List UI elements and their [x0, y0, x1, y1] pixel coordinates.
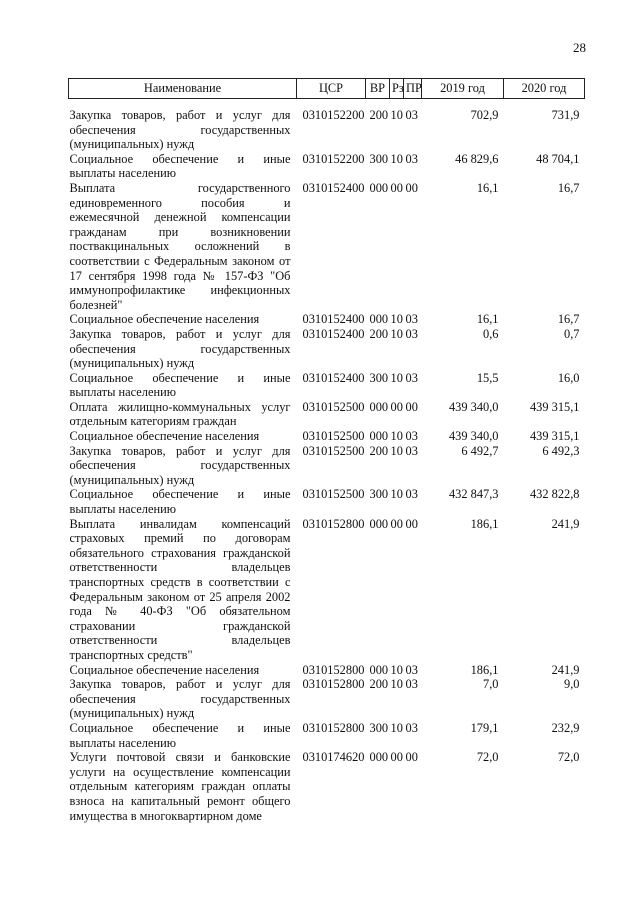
row-name-cell: Закупка товаров, работ и услуг для обеспечения государственных (муниципальных) нужд — [69, 326, 291, 371]
row-name-cell: Выплата инвалидам компенсаций страховых премий по договорам обязательного страхования гражданской ответственности владельцев транспортных средств в соответствии с Федеральным законом от 25 апреля 2002 года № 40-ФЗ "Об обязательном страховании гражданской ответственности владельцев транспортных средств" — [69, 516, 291, 662]
row-name-cell: Социальное обеспечение населения — [69, 429, 260, 444]
row-2019-cell: 702,9 — [470, 108, 499, 122]
row-2019-cell: 46 829,6 — [455, 151, 499, 166]
row-2020-cell: 16,7 — [557, 180, 580, 195]
row-rz-cell: 10 — [390, 677, 403, 692]
table-body — [69, 99, 585, 824]
row-pr-cell: 03 — [405, 662, 418, 677]
row-pr-cell: 03 — [405, 108, 418, 122]
row-pr-cell: 03 — [405, 326, 418, 341]
row-csr-cell: 0310152400 — [302, 312, 365, 327]
row-pr-cell: 00 — [405, 399, 418, 414]
row-rz-cell: 10 — [390, 312, 403, 327]
row-rz-cell: 10 — [390, 443, 403, 458]
row-name-cell: Услуги почтовой связи и банковские услуги на осуществление компенсации отдельным категориям граждан оплаты взноса на капитальный ремонт общего имущества в многоквартирном доме — [69, 750, 291, 823]
row-rz-cell: 10 — [390, 370, 403, 385]
row-2020-cell: 0,7 — [564, 326, 580, 341]
row-vr-cell: 300 — [369, 720, 389, 735]
row-csr-cell: 0310152400 — [302, 180, 365, 195]
row-pr-cell: 03 — [405, 151, 418, 166]
row-vr-cell: 000 — [369, 312, 389, 327]
table-row — [69, 312, 585, 327]
table-row — [69, 371, 585, 400]
header-name: Наименование — [69, 79, 297, 99]
budget-table — [68, 78, 585, 823]
row-vr-cell: 200 — [369, 443, 389, 458]
row-2019-cell: 186,1 — [470, 516, 499, 531]
row-vr-cell: 000 — [369, 180, 389, 195]
table-row — [69, 721, 585, 750]
row-rz-cell: 00 — [390, 750, 403, 765]
row-csr-cell: 0310152200 — [302, 151, 365, 166]
row-vr-cell: 200 — [369, 677, 389, 692]
row-2020-cell: 9,0 — [564, 677, 580, 692]
row-2020-cell: 241,9 — [551, 516, 580, 531]
row-rz-cell: 10 — [390, 487, 403, 502]
row-2019-cell: 432 847,3 — [448, 487, 499, 502]
header-rz: Рз — [390, 79, 404, 99]
row-name-cell: Социальное обеспечение и иные выплаты населению — [69, 151, 291, 181]
table-row — [69, 400, 585, 429]
row-vr-cell: 200 — [369, 326, 389, 341]
row-csr-cell: 0310152500 — [302, 443, 365, 458]
row-rz-cell: 00 — [390, 180, 403, 195]
table-row — [69, 99, 585, 152]
row-rz-cell: 10 — [390, 720, 403, 735]
row-rz-cell: 10 — [390, 151, 403, 166]
row-vr-cell: 300 — [369, 370, 389, 385]
row-2020-cell: 16,0 — [557, 370, 580, 385]
row-2020-cell: 48 704,1 — [536, 151, 580, 166]
row-2019-cell: 179,1 — [470, 720, 499, 735]
row-pr-cell: 03 — [405, 370, 418, 385]
row-csr-cell: 0310152500 — [302, 399, 365, 414]
row-csr-cell: 0310152500 — [302, 429, 365, 444]
row-csr-cell: 0310152800 — [302, 720, 365, 735]
table-row — [69, 444, 585, 488]
row-pr-cell: 03 — [405, 312, 418, 327]
row-vr-cell: 000 — [369, 399, 389, 414]
row-2019-cell: 16,1 — [476, 312, 499, 327]
row-2020-cell: 432 822,8 — [529, 487, 580, 502]
row-vr-cell: 000 — [369, 750, 389, 765]
table-row — [69, 677, 585, 721]
table-row — [69, 663, 585, 678]
header-2019: 2019 год — [422, 79, 504, 99]
table-row — [69, 429, 585, 444]
row-name-cell: Закупка товаров, работ и услуг для обеспечения государственных (муниципальных) нужд — [69, 443, 291, 487]
row-vr-cell: 200 — [369, 108, 389, 122]
header-2020: 2020 год — [504, 79, 585, 99]
row-rz-cell: 10 — [390, 429, 403, 444]
row-csr-cell: 0310152400 — [302, 326, 365, 341]
row-rz-cell: 10 — [390, 108, 403, 122]
row-name-cell: Закупка товаров, работ и услуг для обеспечения государственных (муниципальных) нужд — [69, 108, 291, 152]
row-rz-cell: 10 — [390, 326, 403, 341]
row-name-cell: Закупка товаров, работ и услуг для обеспечения государственных (муниципальных) нужд — [69, 677, 291, 721]
table-row — [69, 181, 585, 312]
row-2020-cell: 439 315,1 — [529, 399, 580, 414]
row-csr-cell: 0310152400 — [302, 370, 365, 385]
table-row — [69, 517, 585, 663]
row-2020-cell: 731,9 — [551, 108, 580, 122]
row-csr-cell: 0310152500 — [302, 487, 365, 502]
row-2019-cell: 186,1 — [470, 662, 499, 677]
row-vr-cell: 000 — [369, 516, 389, 531]
row-name-cell: Выплата государственного единовременного пособия и ежемесячной денежной компенсации гражданам при возникновении поствакцинальных осложнений в соответствии с Федеральным законом от 17 сентября 1998 года № 157-ФЗ "Об иммунопрофилактике инфекционных болезней" — [69, 180, 291, 312]
table-row — [69, 750, 585, 823]
row-pr-cell: 03 — [405, 720, 418, 735]
row-2019-cell: 0,6 — [483, 326, 499, 341]
row-pr-cell: 03 — [405, 677, 418, 692]
row-name-cell: Социальное обеспечение и иные выплаты населению — [69, 370, 291, 400]
row-2020-cell: 241,9 — [551, 662, 580, 677]
header-pr: ПР — [404, 79, 422, 99]
row-2020-cell: 439 315,1 — [529, 429, 580, 444]
row-2019-cell: 6 492,7 — [461, 443, 499, 458]
table-row — [69, 327, 585, 371]
row-2020-cell: 16,7 — [557, 312, 580, 327]
row-2019-cell: 439 340,0 — [448, 429, 499, 444]
page-number: 28 — [573, 40, 586, 55]
row-csr-cell: 0310152200 — [302, 108, 365, 122]
row-name-cell: Социальное обеспечение населения — [69, 312, 260, 327]
row-csr-cell: 0310152800 — [302, 662, 365, 677]
row-2020-cell: 6 492,3 — [542, 443, 580, 458]
row-pr-cell: 03 — [405, 487, 418, 502]
row-2020-cell: 72,0 — [557, 750, 580, 765]
row-pr-cell: 00 — [405, 516, 418, 531]
row-pr-cell: 03 — [405, 443, 418, 458]
row-csr-cell: 0310174620 — [302, 750, 365, 765]
header-csr: ЦСР — [297, 79, 366, 99]
row-name-cell: Оплата жилищно-коммунальных услуг отдельным категориям граждан — [69, 399, 291, 429]
row-vr-cell: 000 — [369, 662, 389, 677]
row-rz-cell: 00 — [390, 516, 403, 531]
row-2019-cell: 15,5 — [476, 370, 499, 385]
table-header — [69, 79, 585, 99]
row-2019-cell: 72,0 — [476, 750, 499, 765]
row-vr-cell: 300 — [369, 151, 389, 166]
table-row — [69, 487, 585, 516]
row-pr-cell: 00 — [405, 180, 418, 195]
row-csr-cell: 0310152800 — [302, 516, 365, 531]
row-pr-cell: 00 — [405, 750, 418, 765]
row-2019-cell: 16,1 — [476, 180, 499, 195]
row-name-cell: Социальное обеспечение и иные выплаты населению — [69, 487, 291, 517]
row-csr-cell: 0310152800 — [302, 677, 365, 692]
table-row — [69, 152, 585, 181]
row-rz-cell: 00 — [390, 399, 403, 414]
row-pr-cell: 03 — [405, 429, 418, 444]
row-vr-cell: 000 — [369, 429, 389, 444]
header-vr: ВР — [366, 79, 390, 99]
row-name-cell: Социальное обеспечение и иные выплаты населению — [69, 720, 291, 750]
row-2019-cell: 7,0 — [483, 677, 499, 692]
row-rz-cell: 10 — [390, 662, 403, 677]
row-name-cell: Социальное обеспечение населения — [69, 662, 260, 677]
row-2020-cell: 232,9 — [551, 720, 580, 735]
row-2019-cell: 439 340,0 — [448, 399, 499, 414]
row-vr-cell: 300 — [369, 487, 389, 502]
